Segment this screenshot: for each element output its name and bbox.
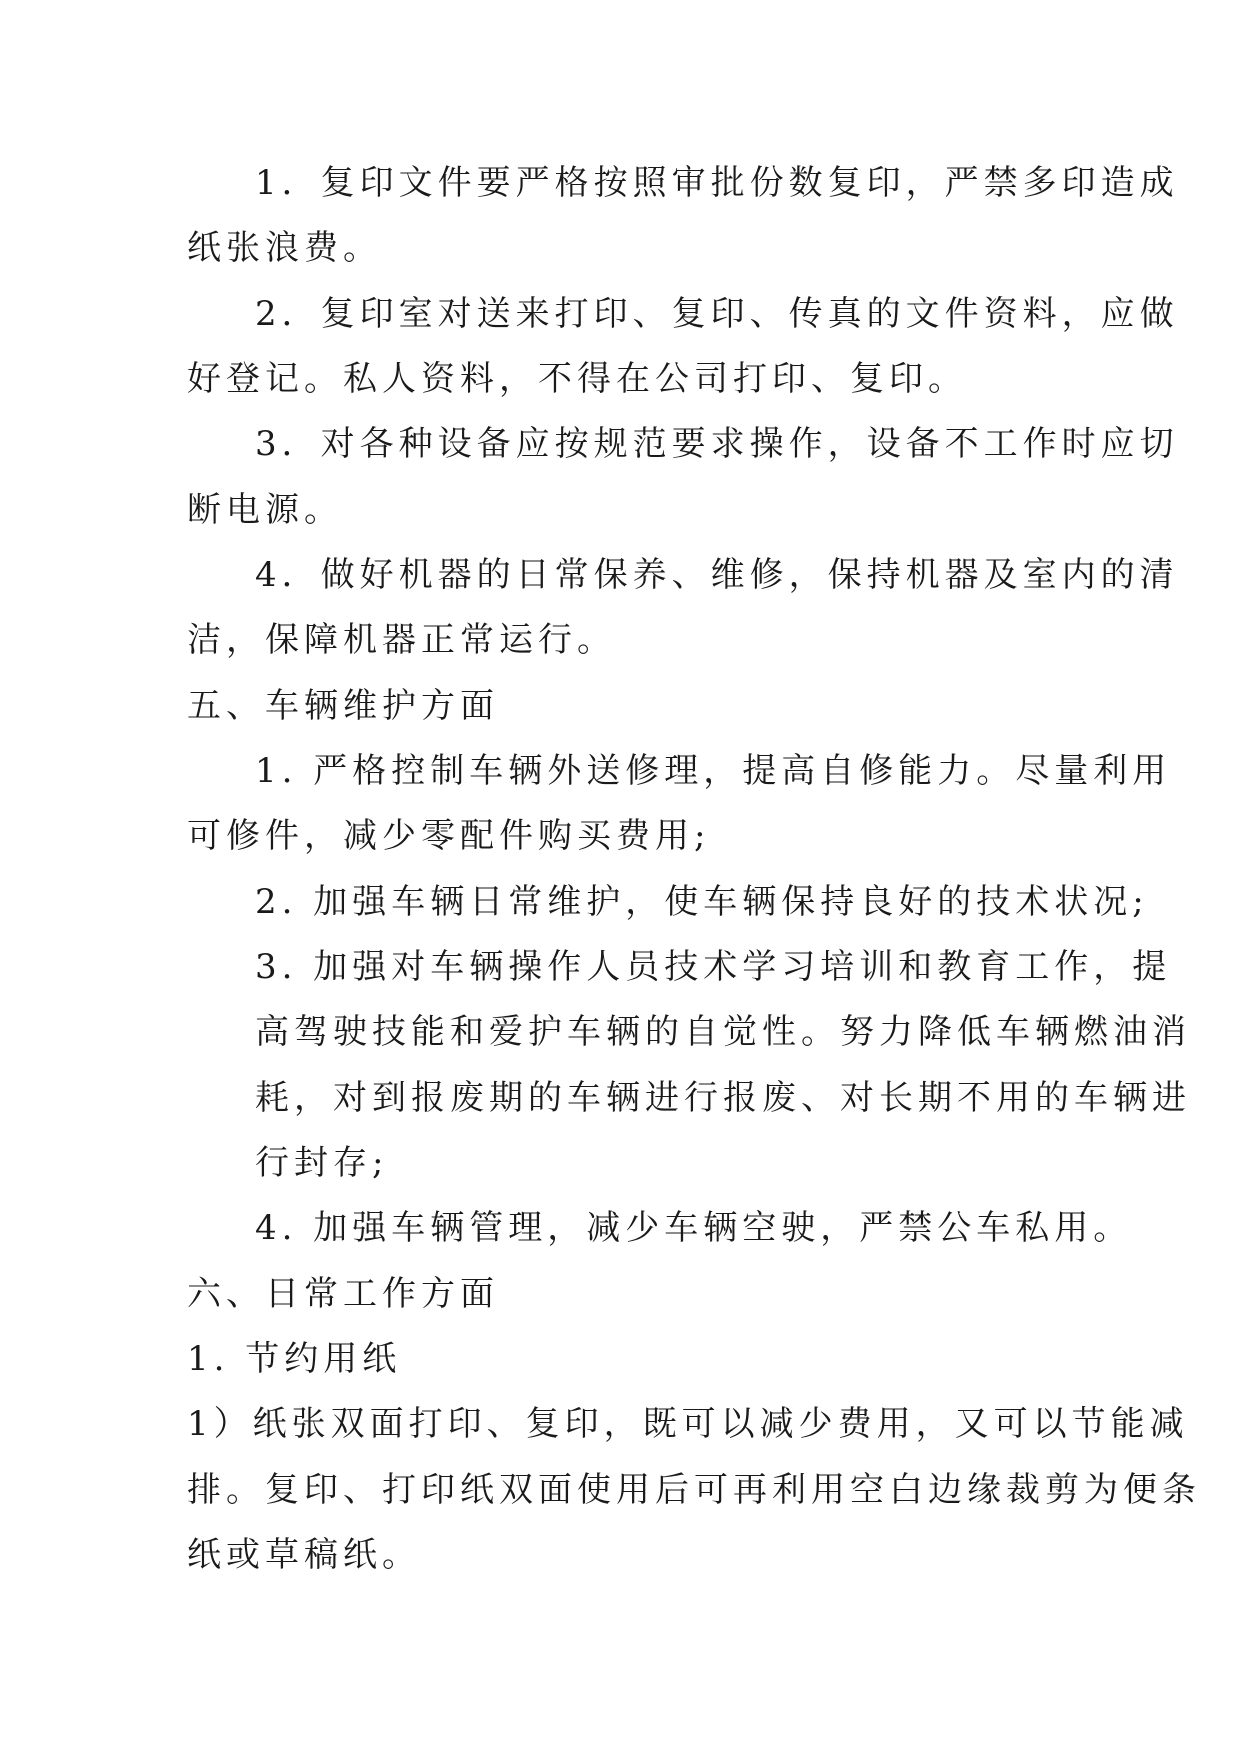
- paper-item-1-line-1: 1）纸张双面打印、复印，既可以减少费用，又可以节能减: [187, 1404, 1189, 1444]
- vehicle-item-3-line-1: 3. 加强对车辆操作人员技术学习培训和教育工作，提: [255, 947, 1172, 987]
- section-heading-daily-work: 六、日常工作方面: [187, 1274, 499, 1314]
- vehicle-item-3-line-3: 耗，对到报废期的车辆进行报废、对长期不用的车辆进: [255, 1078, 1191, 1118]
- item-1-line-1: 1．复印文件要严格按照审批份数复印，严禁多印造成: [255, 163, 1179, 203]
- paper-item-1-line-3: 纸或草稿纸。: [187, 1535, 421, 1575]
- vehicle-item-3-line-2: 高驾驶技能和爱护车辆的自觉性。努力降低车辆燃油消: [255, 1012, 1191, 1052]
- section-heading-vehicle: 五、车辆维护方面: [187, 686, 499, 726]
- vehicle-item-1-line-1: 1. 严格控制车辆外送修理，提高自修能力。尽量利用: [255, 751, 1172, 791]
- paper-item-1-line-2: 排。复印、打印纸双面使用后可再利用空白边缘裁剪为便条: [187, 1470, 1201, 1510]
- item-4-line-2: 洁，保障机器正常运行。: [187, 620, 616, 660]
- item-2-line-2: 好登记。私人资料，不得在公司打印、复印。: [187, 359, 967, 399]
- item-1-line-2: 纸张浪费。: [187, 228, 382, 268]
- vehicle-item-4: 4. 加强车辆管理，减少车辆空驶，严禁公车私用。: [255, 1208, 1133, 1248]
- daily-subheading-paper: 1. 节约用纸: [187, 1339, 402, 1379]
- item-3-line-1: 3．对各种设备应按规范要求操作，设备不工作时应切: [255, 424, 1179, 464]
- item-4-line-1: 4．做好机器的日常保养、维修，保持机器及室内的清: [255, 555, 1179, 595]
- vehicle-item-3-line-4: 行封存;: [255, 1143, 389, 1183]
- vehicle-item-2: 2. 加强车辆日常维护，使车辆保持良好的技术状况;: [255, 882, 1149, 922]
- vehicle-item-1-line-2: 可修件，减少零配件购买费用;: [187, 816, 711, 856]
- item-3-line-2: 断电源。: [187, 490, 343, 530]
- item-2-line-1: 2．复印室对送来打印、复印、传真的文件资料，应做: [255, 294, 1179, 334]
